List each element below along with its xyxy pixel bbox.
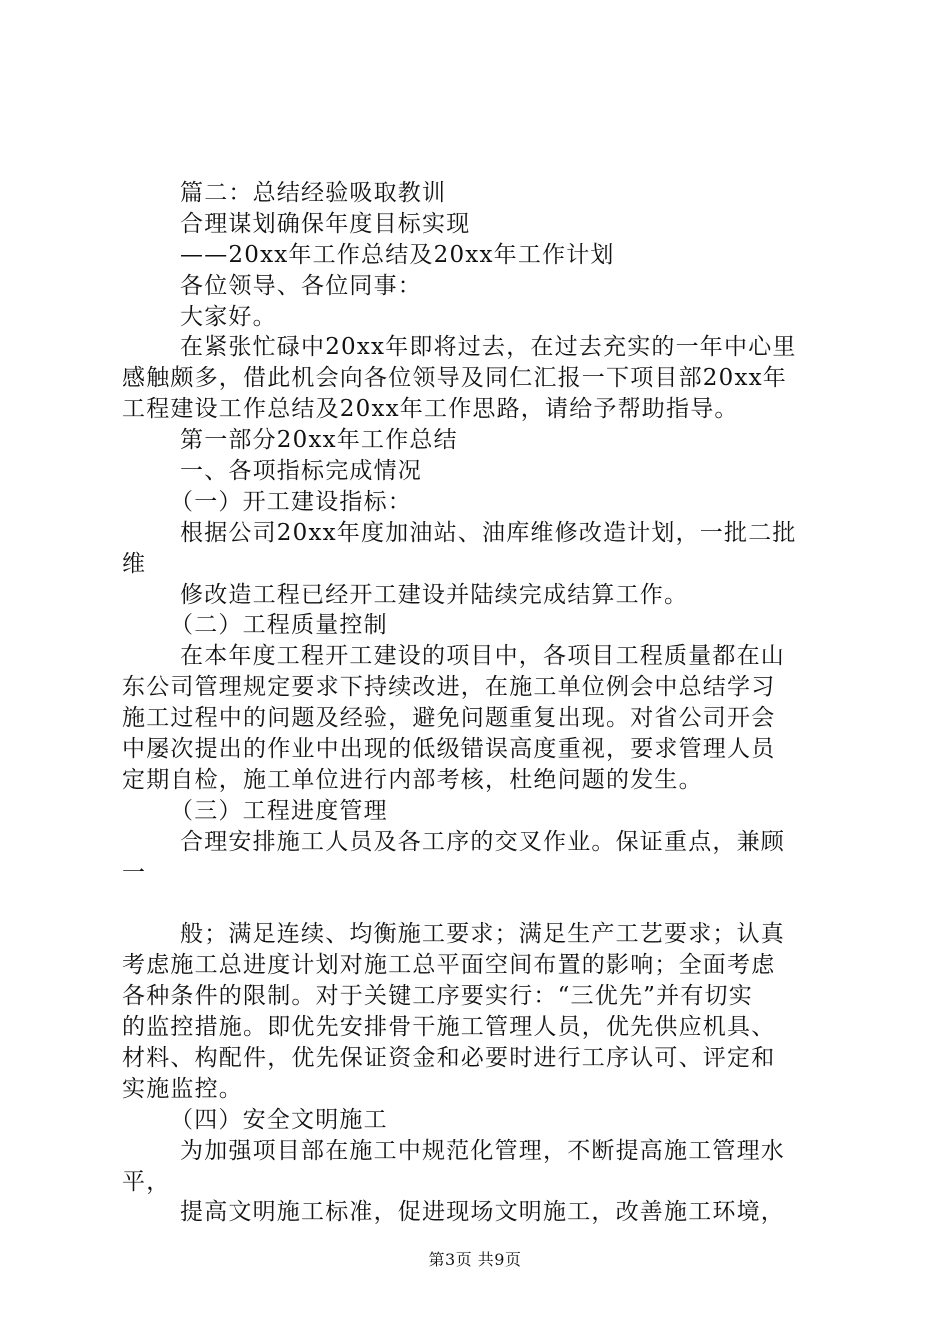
document-body: [122, 178, 838, 1228]
document-line: （一）开工建设指标：: [170, 488, 412, 515]
document-line: 在紧张忙碌中20xx年即将过去，在过去充实的一年中心里: [180, 334, 797, 361]
document-line: 感触颇多，借此机会向各位领导及同仁汇报一下项目部20xx年: [122, 365, 788, 392]
document-line: 定期自检，施工单位进行内部考核，杜绝问题的发生。: [122, 766, 703, 793]
document-line: 施工过程中的问题及经验，避免问题重复出现。对省公司开会: [122, 705, 776, 732]
document-line: 中屡次提出的作业中出现的低级错误高度重视，要求管理人员: [122, 736, 776, 763]
document-line: 实施监控。: [122, 1075, 243, 1102]
document-line: 一、各项指标完成情况: [180, 458, 422, 485]
document-line: 东公司管理规定要求下持续改进，在施工单位例会中总结学习: [122, 674, 776, 701]
document-line: ——20xx年工作总结及20xx年工作计划: [180, 241, 615, 268]
document-line: [122, 888, 838, 919]
document-line: 大家好。: [180, 303, 277, 330]
document-line: 各位领导、各位同事：: [180, 272, 422, 299]
document-line: （四）安全文明施工: [170, 1106, 388, 1133]
document-line: 合理谋划确保年度目标实现: [180, 210, 471, 237]
document-line: （三）工程进度管理: [170, 797, 388, 824]
document-line: 考虑施工总进度计划对施工总平面空间布置的影响；全面考虑: [122, 952, 776, 979]
document-line: 的监控措施。即优先安排骨干施工管理人员，优先供应机具、: [122, 1014, 776, 1041]
document-line: 一: [122, 859, 147, 886]
document-line: 合理安排施工人员及各工序的交叉作业。保证重点，兼顾: [180, 828, 785, 855]
document-line: 材料、构配件，优先保证资金和必要时进行工序认可、评定和: [122, 1044, 776, 1071]
document-line: 在本年度工程开工建设的项目中，各项目工程质量都在山: [180, 643, 785, 670]
document-line: 维: [122, 550, 147, 577]
document-line: 提高文明施工标准，促进现场文明施工，改善施工环境，: [180, 1199, 785, 1226]
document-line: 般；满足连续、均衡施工要求；满足生产工艺要求；认真: [180, 921, 785, 948]
document-line: （二）工程质量控制: [170, 612, 388, 639]
document-line: 修改造工程已经开工建设并陆续完成结算工作。: [180, 581, 689, 608]
document-line: 平，: [122, 1168, 171, 1195]
document-line: 根据公司20xx年度加油站、油库维修改造计划，一批二批: [180, 519, 797, 546]
page-footer: 第3页 共9页: [428, 1250, 522, 1269]
document-line: 为加强项目部在施工中规范化管理，不断提高施工管理水: [180, 1137, 785, 1164]
document-line: 工程建设工作总结及20xx年工作思路，请给予帮助指导。: [122, 396, 739, 423]
document-line: 第一部分20xx年工作总结: [180, 427, 458, 454]
document-line: 各种条件的限制。对于关键工序要实行：“三优先”并有切实: [122, 983, 753, 1010]
document-line: 篇二：总结经验吸取教训: [180, 180, 447, 206]
